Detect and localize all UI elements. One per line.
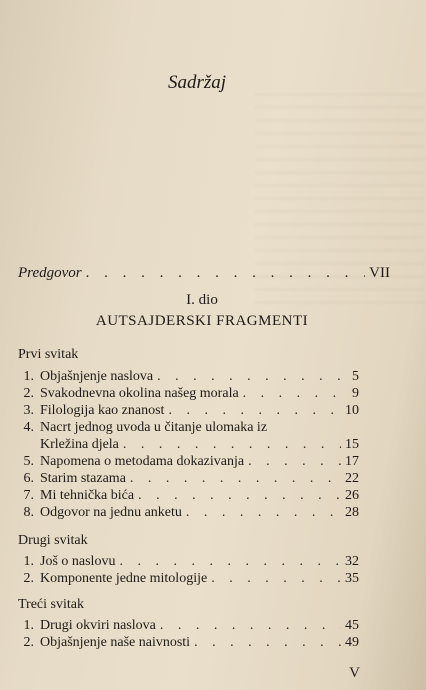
toc-entry xyxy=(18,505,359,521)
entry-number: 1. xyxy=(23,369,34,384)
entry-title: Filologija kao znanost xyxy=(40,403,165,418)
section-title: Treći svitak xyxy=(18,597,84,612)
toc-entry xyxy=(18,420,359,436)
toc-entry xyxy=(18,471,359,487)
entry-title: Komponente jedne mitologije xyxy=(40,571,208,586)
section-title: Prvi svitak xyxy=(18,347,79,362)
entry-page: 10 xyxy=(345,403,359,418)
entry-title: Objašnjenje naslova xyxy=(40,369,154,384)
entry-page: 28 xyxy=(345,505,359,520)
toc-entry xyxy=(18,618,359,634)
entry-number: 6. xyxy=(23,471,34,486)
dot-leader xyxy=(194,635,341,651)
entry-number: 4. xyxy=(23,420,34,435)
toc-entry xyxy=(18,403,359,419)
entry-number: 2. xyxy=(23,571,34,586)
entry-number: 5. xyxy=(23,454,34,469)
entry-title: Svakodnevna okolina našeg morala xyxy=(40,386,239,401)
entry-title: Drugi okviri naslova xyxy=(40,618,156,633)
dot-leader xyxy=(130,471,341,487)
entry-number: 7. xyxy=(23,488,34,503)
dot-leader xyxy=(160,618,341,634)
entry-page: 26 xyxy=(345,488,359,503)
entry-title: Mi tehnička bića xyxy=(40,488,135,503)
preface-label: Predgovor xyxy=(18,265,82,281)
entry-title-continued: Krležina djela xyxy=(40,437,119,452)
dot-leader xyxy=(86,265,366,282)
dot-leader xyxy=(186,505,341,521)
entry-page: 45 xyxy=(345,618,359,633)
entry-number: 1. xyxy=(23,618,34,633)
preface-page: VII xyxy=(369,265,390,281)
section-title: Drugi svitak xyxy=(18,533,88,548)
toc-entry xyxy=(18,369,359,385)
entry-title: Odgovor na jednu anketu xyxy=(40,505,182,520)
entry-page: 5 xyxy=(352,369,359,384)
toc-entry xyxy=(18,454,359,470)
entry-number: 3. xyxy=(23,403,34,418)
toc-entry xyxy=(18,488,359,504)
part-title: AUTSAJDERSKI FRAGMENTI xyxy=(95,313,309,329)
contents-title: Sadržaj xyxy=(167,72,227,93)
entry-page: 17 xyxy=(345,454,359,469)
entry-page: 9 xyxy=(352,386,359,401)
entry-page: 22 xyxy=(345,471,359,486)
dot-leader xyxy=(119,554,341,570)
entry-title: Napomena o metodama dokazivanja xyxy=(40,454,245,469)
toc-entry xyxy=(18,554,359,570)
entry-page: 15 xyxy=(345,437,359,452)
dot-leader xyxy=(157,369,348,385)
entry-number: 8. xyxy=(23,505,34,520)
dot-leader xyxy=(243,386,348,402)
dot-leader xyxy=(211,571,341,587)
entry-title: Starim stazama xyxy=(40,471,126,486)
entry-title: Objašnjenje naše naivnosti xyxy=(40,635,191,650)
toc-entry xyxy=(18,386,359,402)
part-number: I. dio xyxy=(186,292,218,308)
page-number: V xyxy=(349,665,360,681)
entry-title: Još o naslovu xyxy=(40,554,116,569)
entry-page: 32 xyxy=(345,554,359,569)
entry-page: 35 xyxy=(345,571,359,586)
toc-entry-continuation xyxy=(40,437,359,453)
entry-number: 2. xyxy=(23,386,34,401)
toc-entry xyxy=(18,635,359,651)
entry-number: 2. xyxy=(23,635,34,650)
toc-entry xyxy=(18,571,359,587)
entry-page: 49 xyxy=(345,635,359,650)
entry-title: Nacrt jednog uvoda u čitanje ulomaka iz xyxy=(40,420,268,435)
toc-entry-preface xyxy=(18,265,390,282)
dot-leader xyxy=(248,454,341,470)
dot-leader xyxy=(168,403,341,419)
entry-number: 1. xyxy=(23,554,34,569)
dot-leader xyxy=(123,437,341,453)
dot-leader xyxy=(138,488,341,504)
